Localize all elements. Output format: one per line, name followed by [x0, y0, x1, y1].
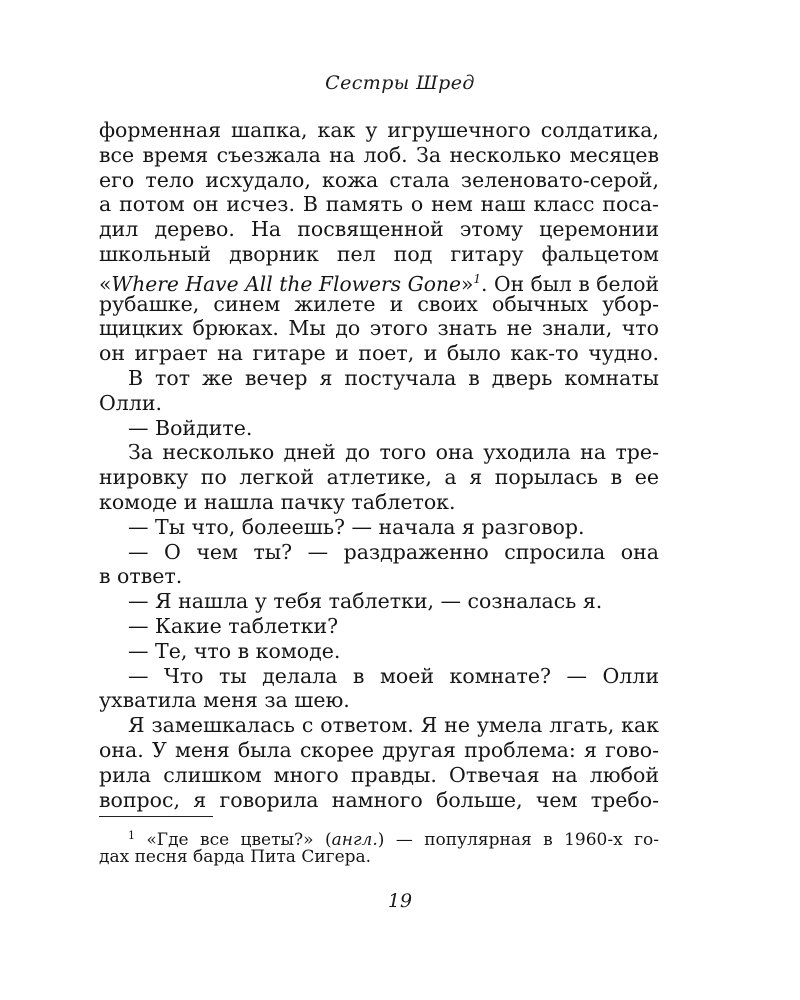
footnote-marker: 1	[128, 829, 135, 842]
text-line: ухватила меня за шею.	[99, 688, 350, 713]
text-line: а потом он исчез. В память о нем наш класс поса-	[99, 192, 659, 217]
text-line-song	[99, 267, 659, 296]
footnote-lang-open: (	[324, 830, 332, 850]
text-line: дил дерево. На посвященной этому церемонии	[99, 217, 659, 242]
text-line: она. У меня была скорее другая проблема: я гово-	[99, 737, 659, 762]
footnote-lang-close: )	[377, 830, 385, 850]
text-line: в ответ.	[99, 564, 183, 589]
text-line: форменная шапка, как у игрушечного солдатика,	[99, 118, 659, 142]
song-line-rest: . Он был в белой	[481, 271, 659, 296]
footnote-divider	[99, 816, 213, 817]
body-text	[99, 118, 659, 812]
text-line: комоде и нашла пачку таблеток.	[99, 489, 456, 514]
footnote-line	[99, 825, 659, 850]
page-number: 19	[387, 890, 413, 912]
text-line: школьный дворник пел под гитару фальцетом	[99, 241, 659, 266]
footnote-ref[interactable]: 1	[473, 271, 482, 286]
footnote-text: — популярная в 1960-х го-	[384, 830, 659, 850]
paragraph-start: Я замешкалась с ответом. Я не умела лгать, как	[128, 713, 659, 738]
text-line: рубашке, синем жилете и своих обычных убор-	[99, 291, 659, 316]
open-quote: «	[99, 271, 112, 296]
song-title: Where Have All the Flowers Gone	[111, 271, 461, 296]
text-line: он играет на гитаре и поет, и было как-то чудно.	[99, 341, 659, 366]
dialogue-line: — О чем ты? — раздраженно спросила она	[128, 539, 659, 564]
footnote-quote: «Где все цветы?»	[146, 830, 314, 850]
footnote-lang: англ.	[331, 830, 378, 850]
running-head: Сестры Шред	[325, 72, 475, 94]
text-line: вопрос, я говорила намного больше, чем требо-	[99, 787, 659, 812]
text-line: щицких брюках. Мы до этого знать не знали, что	[99, 316, 659, 341]
dialogue-line: — Я нашла у тебя таблетки, — созналась я.	[128, 589, 603, 614]
dialogue-line: — Какие таблетки?	[128, 613, 339, 638]
text-line: все время съезжала на лоб. За несколько месяцев	[99, 142, 659, 167]
text-line: рила слишком много правды. Отвечая на любой	[99, 762, 659, 787]
text-line: Олли.	[99, 390, 163, 415]
text-line: его тело исхудало, кожа стала зеленовато-серой,	[99, 167, 659, 192]
footnote-line: дах песня барда Пита Сигера.	[99, 846, 372, 867]
dialogue-line: — Что ты делала в моей комнате? — Олли	[128, 663, 659, 688]
dialogue-line: — Войдите.	[128, 415, 253, 440]
text-line: нировку по легкой атлетике, а я порылась в ее	[99, 465, 659, 490]
close-quote: »	[460, 271, 474, 296]
paragraph-start: В тот же вечер я постучала в дверь комнаты	[128, 365, 659, 390]
footnote	[99, 825, 659, 868]
dialogue-line: — Ты что, болеешь? — начала я разговор.	[128, 514, 585, 539]
dialogue-line: — Те, что в комоде.	[128, 638, 341, 663]
paragraph-start: За несколько дней до того она уходила на тре-	[128, 440, 659, 465]
